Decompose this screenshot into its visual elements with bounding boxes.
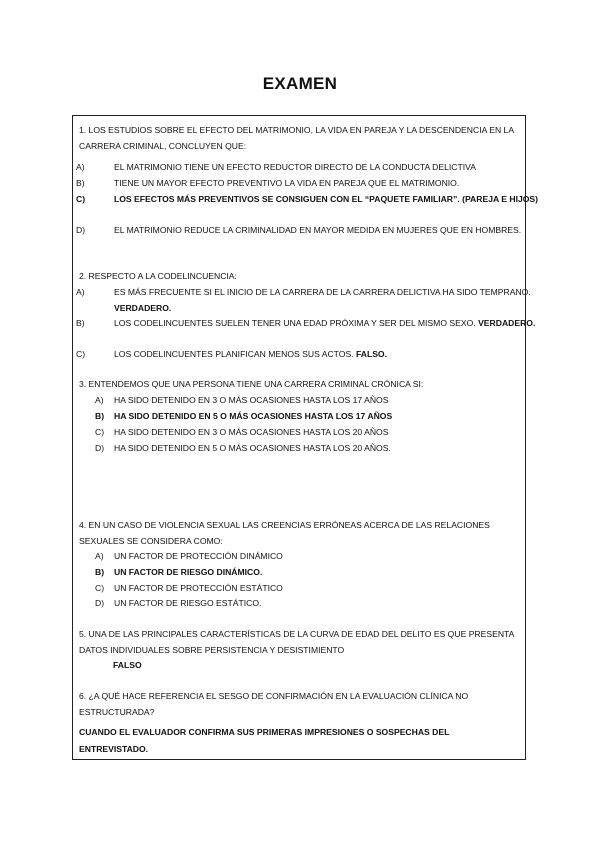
option-letter: C) [95,427,105,437]
question-3: 3. ENTENDEMOS QUE UNA PERSONA TIENE UNA CARRERA CRIMINAL CRÓNICA SI: [79,379,424,389]
option-letter: C) [95,583,105,593]
option-text: UN FACTOR DE PROTECCIÓN DINÁMICO [114,551,283,561]
q3-option-d [95,440,519,456]
q4-option-d [95,595,519,611]
option-letter: B) [76,178,85,188]
option-verdict: VERDADERO. [478,318,536,328]
option-text: UN FACTOR DE RIESGO ESTÁTICO. [114,598,262,608]
option-text: TIENE UN MAYOR EFECTO PREVENTIVO LA VIDA EN PAREJA QUE EL MATRIMONIO. [114,178,460,188]
question-6: 6. ¿A QUÉ HACE REFERENCIA EL SESGO DE CONFIRMACIÓN EN LA EVALUACIÓN CLÍNICA NO ESTRUCTURADA? [79,691,469,717]
q1-option-d [76,222,538,238]
option-text: LOS CODELINCUENTES PLANIFICAN MENOS SUS ACTOS. [114,349,354,359]
q1-option-c-correct [76,191,539,207]
option-text: LOS EFECTOS MÁS PREVENTIVOS SE CONSIGUEN CON EL “PAQUETE FAMILIAR”. (PAREJA E HIJOS) [114,194,539,204]
option-letter: C) [76,349,86,359]
option-letter: B) [76,318,85,328]
option-text: EL MATRIMONIO TIENE UN EFECTO REDUCTOR DIRECTO DE LA CONDUCTA DELICTIVA [114,162,476,172]
option-verdict: FALSO. [355,349,388,359]
option-text: HA SIDO DETENIDO EN 5 O MÁS OCASIONES HASTA LOS 20 AÑOS. [114,443,391,453]
q2-option-c [76,346,538,362]
option-letter: D) [76,225,86,235]
option-text: HA SIDO DETENIDO EN 3 O MÁS OCASIONES HASTA LOS 20 AÑOS [114,427,389,437]
option-text: UN FACTOR DE RIESGO DINÁMICO. [114,567,263,577]
page-title: EXAMEN [262,74,338,93]
q6-answer: CUANDO EL EVALUADOR CONFIRMA SUS PRIMERAS IMPRESIONES O SOSPECHAS DEL ENTREVISTADO. [79,727,450,754]
q4-option-c [95,580,519,596]
option-text: HA SIDO DETENIDO EN 3 O MÁS OCASIONES HASTA LOS 17 AÑOS [114,395,389,405]
option-text: LOS CODELINCUENTES SUELEN TENER UNA EDAD PRÓXIMA Y SER DEL MISMO SEXO. [114,318,476,328]
option-letter: B) [95,411,105,421]
q2-option-b [76,315,538,331]
option-letter: D) [95,443,105,453]
q4-option-a [95,548,519,564]
q2-option-a [76,284,538,316]
question-5: 5. UNA DE LAS PRINCIPALES CARACTERÍSTICAS DE LA CURVA DE EDAD DEL DELITO ES QUE PRESENTA DATOS INDIVIDUALES SOBRE PERSISTENCIA Y DESISTIMIENTO [79,629,514,655]
option-text: HA SIDO DETENIDO EN 5 O MÁS OCASIONES HASTA LOS 17 AÑOS [114,411,393,421]
question-4: 4. EN UN CASO DE VIOLENCIA SEXUAL LAS CREENCIAS ERRÓNEAS ACERCA DE LAS RELACIONES SEXUALES SE CONSIDERA COMO: [79,520,490,546]
option-letter: A) [76,162,85,172]
q3-option-a [95,392,519,408]
option-verdict: VERDADERO. [114,303,172,313]
q3-option-c [95,424,519,440]
q1-option-b [76,175,538,191]
option-text: ES MÁS FRECUENTE SI EL INICIO DE LA CARRERA DE LA CARRERA DELICTIVA HA SIDO TEMPRANO. [114,287,531,297]
option-letter: C) [76,194,86,204]
exam-box [72,115,539,760]
option-letter: A) [76,287,85,297]
option-letter: B) [95,567,105,577]
q3-option-b-correct [95,408,519,424]
option-letter: D) [95,598,105,608]
option-letter: A) [95,551,104,561]
option-text: UN FACTOR DE PROTECCIÓN ESTÁTICO [114,583,283,593]
option-letter: A) [95,395,104,405]
option-text: EL MATRIMONIO REDUCE LA CRIMINALIDAD EN MAYOR MEDIDA EN MUJERES QUE EN HOMBRES. [114,225,522,235]
q5-answer: FALSO [113,660,142,670]
q1-option-a [76,159,538,175]
q4-option-b-correct [95,564,519,580]
question-1: 1. LOS ESTUDIOS SOBRE EL EFECTO DEL MATRIMONIO, LA VIDA EN PAREJA Y LA DESCENDENCIA EN LA CARRERA CRIMINAL, CONCLUYEN QUE: [79,125,514,151]
question-2: 2. RESPECTO A LA CODELINCUENCIA: [79,271,237,281]
